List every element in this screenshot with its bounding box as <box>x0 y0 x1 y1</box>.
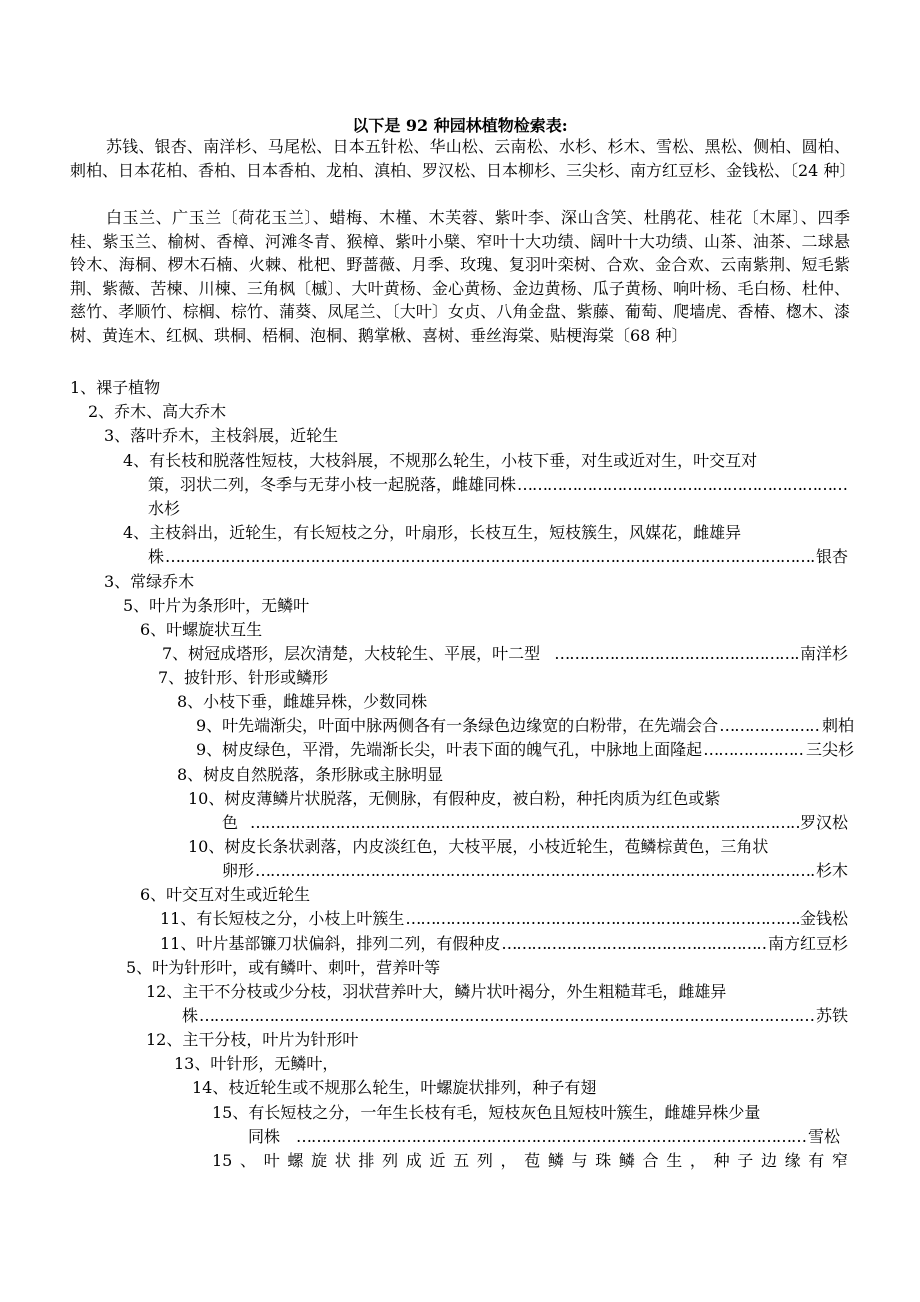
key-item-7a-text: 7、树冠成塔形，层次清楚，大枝轮生、平展，叶二型 <box>162 644 541 663</box>
key-item-11a-text: 11、有长短枝之分，小枝上叶簇生 <box>160 909 405 928</box>
key-item-10b-text: 卵形 <box>222 861 255 880</box>
key-item-13a: 13、叶针形，无鳞叶， <box>174 1054 339 1073</box>
key-item-8b: 8、树皮自然脱落，条形脉或主脉明显 <box>177 765 444 784</box>
key-item-9b <box>196 740 854 760</box>
key-item-10b-line2 <box>222 861 848 881</box>
leader-dots <box>554 644 799 664</box>
key-item-4b-line2 <box>148 547 848 567</box>
key-item-9b-text: 9、树皮绿色，平滑，先端渐长尖，叶表下面的魄气孔，中脉地上面隆起 <box>196 740 703 759</box>
leader-dots <box>250 813 799 833</box>
leader-dots <box>517 475 847 495</box>
key-item-12a-line1: 12、主干不分枝或少分枝，羽状营养叶大，鳞片状叶褐分，外生粗糙茸毛，雌雄异 <box>146 982 727 1001</box>
key-item-10b-result: 杉木 <box>815 861 848 880</box>
leader-dots <box>165 547 815 567</box>
leader-dots <box>703 740 805 760</box>
key-item-11a-result: 金钱松 <box>799 909 848 928</box>
key-item-4a-line2 <box>148 475 848 495</box>
key-item-6a: 6、叶螺旋状互生 <box>140 620 263 639</box>
key-item-4a-line1: 4、有长枝和脱落性短枝，大枝斜展，不规那么轮生，小枝下垂，对生或近对生，叶交互对 <box>123 451 758 470</box>
key-item-4a-text: 策，羽状二列，冬季与无芽小枝一起脱落，雌雄同株 <box>148 475 517 494</box>
key-item-3a: 3、落叶乔木，主枝斜展，近轮生 <box>104 426 339 445</box>
key-item-11a <box>160 909 848 929</box>
key-item-12a-line2 <box>182 1006 848 1026</box>
key-item-11b-result: 南方红豆杉 <box>767 934 848 953</box>
key-item-4a-result: 水杉 <box>148 499 181 518</box>
key-item-10a-result: 罗汉松 <box>799 813 848 832</box>
key-item-15a-result: 雪松 <box>807 1127 840 1146</box>
document-title: 以下是 92 种园林植物检索表: <box>352 116 568 135</box>
key-item-4b-text: 株 <box>148 547 165 566</box>
leader-dots <box>296 1127 807 1147</box>
key-item-4b-line1: 4、主枝斜出，近轮生，有长短枝之分，叶扇形，长枝互生，短枝簇生，风媒花，雌雄异 <box>123 523 742 542</box>
key-item-6b: 6、叶交互对生或近轮生 <box>140 885 311 904</box>
key-item-15b-line1: 15、叶螺旋状排列成近五列，苞鳞与珠鳞合生，种子边缘有窄 <box>212 1151 848 1170</box>
leader-dots <box>199 1006 815 1026</box>
key-item-1: 1、裸子植物 <box>70 378 161 397</box>
key-item-11b <box>160 934 848 954</box>
key-item-10a-line2 <box>222 813 848 833</box>
key-item-14a: 14、枝近轮生或不规那么轮生，叶螺旋状排列，种子有翅 <box>192 1078 597 1097</box>
key-item-2: 2、乔木、高大乔木 <box>88 402 227 421</box>
key-item-12a-text: 株 <box>182 1006 199 1025</box>
key-item-12a-result: 苏铁 <box>815 1006 848 1025</box>
key-item-7b: 7、披针形、针形或鳞形 <box>158 668 329 687</box>
key-item-7a-result: 南洋杉 <box>799 644 848 663</box>
leader-dots <box>255 861 815 881</box>
key-item-11b-text: 11、叶片基部镰刀状偏斜，排列二列，有假种皮 <box>160 934 501 953</box>
broadleaf-species-list: 白玉兰、广玉兰〔荷花玉兰〕、蜡梅、木槿、木芙蓉、紫叶李、深山含笑、杜鹃花、桂花〔木犀〕、四季桂、紫玉兰、榆树、香樟、河滩冬青、猴樟、紫叶小檗、窄叶十大功绩、阔叶十大功绩、山茶、油茶、二球悬铃木、海桐、椤木石楠、火棘、枇杷、野蔷薇、月季、玫瑰、复羽叶栾树、合欢、金合欢、云南紫荆、短毛紫荆、紫薇、苦楝、川楝、三角枫〔槭〕、大叶黄杨、金心黄杨、金边黄杨、瓜子黄杨、响叶杨、毛白杨、杜仲、慈竹、孝顺竹、棕榈、棕竹、蒲葵、凤尾兰、〔大叶〕女贞、八角金盘、紫藤、葡萄、爬墙虎、香椿、楤木、漆树、黄连木、红枫、珙桐、梧桐、泡桐、鹅掌楸、喜树、垂丝海棠、贴梗海棠〔68 种〕 <box>70 208 850 345</box>
key-item-9a-text: 9、叶先端渐尖，叶面中脉两侧各有一条绿色边缘宽的白粉带，在先端会合 <box>196 716 719 735</box>
key-item-10a-line1: 10、树皮薄鳞片状脱落，无侧脉，有假种皮，被白粉，种托肉质为红色或紫 <box>188 789 721 808</box>
key-item-9b-result: 三尖杉 <box>805 740 854 759</box>
key-item-10a-text: 色 <box>222 813 239 832</box>
key-item-7a <box>162 644 848 664</box>
key-item-15a-line2 <box>248 1127 840 1147</box>
conifer-species-list: 苏钱、银杏、南洋杉、马尾松、日本五针松、华山松、云南松、水杉、杉木、雪松、黑松、侧柏、圆柏、刺柏、日本花柏、香柏、日本香柏、龙柏、滇柏、罗汉松、日本柳杉、三尖杉、南方红豆杉、金钱松、〔24 种〕 <box>70 137 856 180</box>
key-item-15a-line1: 15、有长短枝之分，一年生长枝有毛，短枝灰色且短枝叶簇生，雌雄异株少量 <box>212 1103 761 1122</box>
key-item-10b-line1: 10、树皮长条状剥落，内皮淡红色，大枝平展，小枝近轮生，苞鳞棕黄色，三角状 <box>188 837 769 856</box>
key-item-9a <box>196 716 854 736</box>
key-item-4b-result: 银杏 <box>815 547 848 566</box>
leader-dots <box>405 909 799 929</box>
key-item-9a-result: 刺柏 <box>821 716 854 735</box>
key-item-12b: 12、主干分枝，叶片为针形叶 <box>146 1030 359 1049</box>
leader-dots <box>501 934 767 954</box>
key-item-3b: 3、常绿乔木 <box>104 572 195 591</box>
key-item-8a: 8、小枝下垂，雌雄异株，少数同株 <box>177 692 428 711</box>
leader-dots <box>719 716 821 736</box>
key-item-5a: 5、叶片为条形叶，无鳞叶 <box>123 596 310 615</box>
key-item-15a-text: 同株 <box>248 1127 281 1146</box>
key-item-5b: 5、叶为针形叶，或有鳞叶、刺叶，营养叶等 <box>126 958 441 977</box>
